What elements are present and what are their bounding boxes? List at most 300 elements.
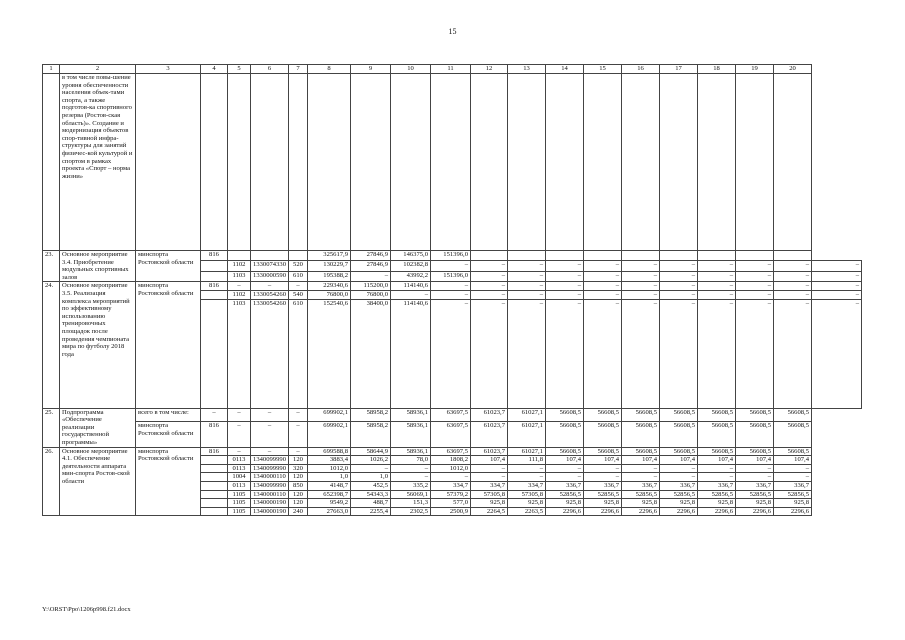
value-cell: 336,7 xyxy=(546,481,584,490)
value-cell: 61023,7 xyxy=(471,408,508,422)
table-cell xyxy=(391,74,431,251)
value-cell: 58936,1 xyxy=(391,447,431,456)
value-cell: 2263,5 xyxy=(508,507,546,516)
value-cell: 925,8 xyxy=(698,499,736,508)
table-cell xyxy=(546,74,584,251)
value-cell: – xyxy=(431,473,471,482)
value-cell: 2296,6 xyxy=(736,507,774,516)
row-name: Подпрограмма «Обеспечение реализации государственной программы» xyxy=(60,408,136,447)
value-cell: 925,8 xyxy=(508,499,546,508)
value-cell: 336,7 xyxy=(660,481,698,490)
column-header: 20 xyxy=(774,65,812,74)
value-cell: – xyxy=(812,290,862,299)
value-cell: 52856,5 xyxy=(584,490,622,499)
value-cell: 1330054260 xyxy=(251,290,289,299)
value-cell: 56608,5 xyxy=(736,422,774,447)
column-header: 1 xyxy=(43,65,60,74)
table-cell xyxy=(622,74,660,251)
value-cell: 43992,2 xyxy=(391,271,431,281)
column-header: 12 xyxy=(471,65,508,74)
value-cell: 120 xyxy=(289,490,308,499)
table-cell xyxy=(508,74,546,251)
value-cell: 52856,5 xyxy=(736,490,774,499)
column-header: 3 xyxy=(136,65,201,74)
value-cell: 58958,2 xyxy=(351,408,391,422)
value-cell: 120 xyxy=(289,499,308,508)
value-cell: – xyxy=(471,261,508,271)
value-cell: – xyxy=(584,261,622,271)
value-cell: 52856,5 xyxy=(698,490,736,499)
row-number: 25. xyxy=(43,408,60,447)
table-cell xyxy=(201,473,228,482)
value-cell: 2296,6 xyxy=(774,507,812,516)
value-cell: 56608,5 xyxy=(774,408,812,422)
value-cell: 107,4 xyxy=(774,456,812,465)
value-cell: – xyxy=(546,271,584,281)
value-cell: 56608,5 xyxy=(584,422,622,447)
value-cell: – xyxy=(774,464,812,473)
value-cell: – xyxy=(698,282,736,291)
value-cell: 0113 xyxy=(228,464,251,473)
value-cell: – xyxy=(736,282,774,291)
value-cell: – xyxy=(471,464,508,473)
column-header: 16 xyxy=(622,65,660,74)
value-cell: – xyxy=(546,464,584,473)
value-cell: 540 xyxy=(289,290,308,299)
value-cell: 57305,8 xyxy=(471,490,508,499)
value-cell: 1,0 xyxy=(308,473,351,482)
value-cell: 130229,7 xyxy=(308,261,351,271)
table-cell xyxy=(471,251,508,261)
value-cell: 325617,9 xyxy=(308,251,351,261)
value-cell: 334,7 xyxy=(508,481,546,490)
value-cell: 336,7 xyxy=(774,481,812,490)
value-cell: 2296,6 xyxy=(660,507,698,516)
value-cell: 320 xyxy=(289,464,308,473)
value-cell: 925,8 xyxy=(736,499,774,508)
grbs-code: 816 xyxy=(201,282,228,291)
value-cell: 699902,1 xyxy=(308,408,351,422)
value-cell: – xyxy=(584,299,622,408)
value-cell: – xyxy=(431,299,471,408)
value-cell: – xyxy=(508,299,546,408)
value-cell: 58958,2 xyxy=(351,422,391,447)
value-cell: – xyxy=(622,299,660,408)
value-cell: 925,8 xyxy=(584,499,622,508)
value-cell: – xyxy=(736,290,774,299)
row-name: Основное мероприятие 3.5. Реализация комплекса мероприятий по эффективному использованию тренировочных площадок после проведения чемпионата мира по футболу 2018 года xyxy=(60,282,136,408)
value-cell: 61027,1 xyxy=(508,408,546,422)
value-cell: – xyxy=(698,473,736,482)
value-cell: – xyxy=(660,282,698,291)
column-header: 13 xyxy=(508,65,546,74)
value-cell: 61023,7 xyxy=(471,422,508,447)
value-cell: 336,7 xyxy=(584,481,622,490)
value-cell: 63697,5 xyxy=(431,447,471,456)
table-row xyxy=(43,447,862,456)
value-cell: – xyxy=(736,473,774,482)
value-cell: 78,0 xyxy=(391,456,431,465)
table-cell xyxy=(136,74,201,251)
table-cell xyxy=(201,74,228,251)
value-cell: 334,7 xyxy=(471,481,508,490)
value-cell: 195388,2 xyxy=(308,271,351,281)
value-cell: – xyxy=(622,290,660,299)
column-header: 17 xyxy=(660,65,698,74)
value-cell: 56608,5 xyxy=(736,447,774,456)
value-cell: – xyxy=(391,290,431,299)
value-cell: – xyxy=(546,290,584,299)
value-cell: 114140,6 xyxy=(391,282,431,291)
table-cell xyxy=(698,251,736,261)
value-cell: – xyxy=(698,464,736,473)
value-cell: 335,2 xyxy=(391,481,431,490)
table-cell xyxy=(201,464,228,473)
value-cell: 38400,0 xyxy=(351,299,391,408)
value-cell: – xyxy=(431,290,471,299)
value-cell: 61023,7 xyxy=(471,447,508,456)
column-header: 5 xyxy=(228,65,251,74)
file-path: Y:\ORST\Ppo\1206p998.f21.docx xyxy=(42,606,131,613)
value-cell: – xyxy=(508,261,546,271)
value-cell: – xyxy=(774,282,812,291)
value-cell: – xyxy=(228,408,251,422)
value-cell: 56608,5 xyxy=(660,408,698,422)
value-cell: 2264,5 xyxy=(471,507,508,516)
value-cell: – xyxy=(774,473,812,482)
value-cell: 2296,6 xyxy=(584,507,622,516)
value-cell: 63697,5 xyxy=(431,408,471,422)
grbs-code: 816 xyxy=(201,447,228,456)
value-cell: 652398,7 xyxy=(308,490,351,499)
value-cell: 925,8 xyxy=(471,499,508,508)
value-cell: 61027,1 xyxy=(508,447,546,456)
value-cell: – xyxy=(660,261,698,271)
value-cell: 56608,5 xyxy=(736,408,774,422)
column-header: 15 xyxy=(584,65,622,74)
value-cell: – xyxy=(622,271,660,281)
value-cell: 1340099990 xyxy=(251,456,289,465)
value-cell: – xyxy=(251,447,289,456)
value-cell: 56608,5 xyxy=(774,422,812,447)
value-cell: 120 xyxy=(289,456,308,465)
value-cell: 240 xyxy=(289,507,308,516)
value-cell: 56608,5 xyxy=(546,408,584,422)
value-cell: 1340000110 xyxy=(251,473,289,482)
value-cell: 151,3 xyxy=(391,499,431,508)
table-cell xyxy=(736,251,774,261)
value-cell: – xyxy=(736,271,774,281)
value-cell: – xyxy=(289,447,308,456)
value-cell: 52856,5 xyxy=(660,490,698,499)
value-cell: 107,4 xyxy=(584,456,622,465)
column-header: 19 xyxy=(736,65,774,74)
table-cell xyxy=(201,456,228,465)
value-cell: 2500,9 xyxy=(431,507,471,516)
value-cell: 152540,6 xyxy=(308,299,351,408)
value-cell: 850 xyxy=(289,481,308,490)
value-cell: 610 xyxy=(289,271,308,281)
value-cell: 56608,5 xyxy=(660,447,698,456)
value-cell: 114140,6 xyxy=(391,299,431,408)
value-cell: 577,0 xyxy=(431,499,471,508)
row-name: Основное мероприятие 4.1. Обеспечение деятельности аппарата мин-спорта Ростов-ской области xyxy=(60,447,136,516)
value-cell: – xyxy=(584,290,622,299)
value-cell: 1004 xyxy=(228,473,251,482)
table-cell xyxy=(228,74,251,251)
value-cell: 107,4 xyxy=(622,456,660,465)
value-cell: 1340099990 xyxy=(251,481,289,490)
table-cell xyxy=(431,74,471,251)
executor: минспорта Ростовской области xyxy=(136,447,201,516)
value-cell: 610 xyxy=(289,299,308,408)
table-cell xyxy=(774,251,812,261)
table-cell xyxy=(201,290,228,299)
value-cell: 27663,0 xyxy=(308,507,351,516)
value-cell: 1105 xyxy=(228,490,251,499)
value-cell: 2302,5 xyxy=(391,507,431,516)
column-header: 11 xyxy=(431,65,471,74)
value-cell: – xyxy=(774,261,812,271)
value-cell: 27846,9 xyxy=(351,261,391,271)
value-cell: 76800,0 xyxy=(308,290,351,299)
table-cell xyxy=(289,251,308,261)
table-cell xyxy=(308,74,351,251)
value-cell: – xyxy=(774,299,812,408)
value-cell: – xyxy=(471,282,508,291)
value-cell: 1,0 xyxy=(351,473,391,482)
value-cell: 146375,0 xyxy=(391,251,431,261)
value-cell: 56608,5 xyxy=(584,447,622,456)
value-cell: 56608,5 xyxy=(622,447,660,456)
table-cell xyxy=(774,74,812,251)
value-cell: 107,4 xyxy=(698,456,736,465)
value-cell: 56608,5 xyxy=(584,408,622,422)
value-cell: – xyxy=(660,271,698,281)
value-cell: – xyxy=(508,271,546,281)
value-cell: 488,7 xyxy=(351,499,391,508)
value-cell: – xyxy=(774,271,812,281)
value-cell: 2296,6 xyxy=(622,507,660,516)
grbs-code: 816 xyxy=(201,251,228,261)
value-cell: 61027,1 xyxy=(508,422,546,447)
page-number: 15 xyxy=(448,27,457,36)
table-cell xyxy=(584,74,622,251)
value-cell: – xyxy=(351,271,391,281)
value-cell: 336,7 xyxy=(698,481,736,490)
value-cell: 0113 xyxy=(228,481,251,490)
value-cell: 0113 xyxy=(228,456,251,465)
value-cell: – xyxy=(508,464,546,473)
column-header: 2 xyxy=(60,65,136,74)
value-cell: – xyxy=(546,282,584,291)
value-cell: 1340000190 xyxy=(251,507,289,516)
value-cell: 1808,2 xyxy=(431,456,471,465)
value-cell: – xyxy=(251,408,289,422)
value-cell: – xyxy=(391,464,431,473)
value-cell: 56608,5 xyxy=(660,422,698,447)
value-cell: 925,8 xyxy=(774,499,812,508)
executor: всего в том числе: xyxy=(136,408,201,422)
value-cell: 56608,5 xyxy=(546,422,584,447)
table-row xyxy=(43,408,862,422)
budget-table xyxy=(42,64,862,516)
table-row xyxy=(43,251,862,261)
value-cell: 56608,5 xyxy=(698,408,736,422)
value-cell: 1102 xyxy=(228,290,251,299)
column-header: 8 xyxy=(308,65,351,74)
table-row xyxy=(43,422,862,447)
value-cell: 56608,5 xyxy=(774,447,812,456)
table-cell xyxy=(43,74,60,251)
value-cell: 151396,0 xyxy=(431,251,471,261)
column-header: 10 xyxy=(391,65,431,74)
value-cell: – xyxy=(736,261,774,271)
table-row xyxy=(43,282,862,291)
table-cell xyxy=(228,251,251,261)
value-cell: – xyxy=(391,473,431,482)
value-cell: 102382,8 xyxy=(391,261,431,271)
value-cell: – xyxy=(698,299,736,408)
value-cell: 56608,5 xyxy=(622,408,660,422)
value-cell: 816 xyxy=(201,422,228,447)
value-cell: 56608,5 xyxy=(698,422,736,447)
value-cell: 1330074330 xyxy=(251,261,289,271)
value-cell: 107,4 xyxy=(660,456,698,465)
value-cell: 52856,5 xyxy=(774,490,812,499)
value-cell: – xyxy=(812,282,862,291)
value-cell: 52856,5 xyxy=(546,490,584,499)
value-cell: 9549,2 xyxy=(308,499,351,508)
value-cell: 925,8 xyxy=(660,499,698,508)
value-cell: 1105 xyxy=(228,499,251,508)
column-header: 6 xyxy=(251,65,289,74)
executor: минспорта Ростовской области xyxy=(136,422,201,447)
value-cell: – xyxy=(508,282,546,291)
value-cell: – xyxy=(471,299,508,408)
executor: минспорта Ростовской области xyxy=(136,251,201,282)
table-cell xyxy=(546,251,584,261)
value-cell: – xyxy=(698,290,736,299)
table-cell xyxy=(251,74,289,251)
value-cell: – xyxy=(660,299,698,408)
value-cell: 76800,0 xyxy=(351,290,391,299)
table-cell xyxy=(201,261,228,271)
value-cell: – xyxy=(289,422,308,447)
table-cell xyxy=(201,490,228,499)
value-cell: 2296,6 xyxy=(698,507,736,516)
value-cell: – xyxy=(251,282,289,291)
value-cell: 63697,5 xyxy=(431,422,471,447)
column-header: 4 xyxy=(201,65,228,74)
value-cell: 120 xyxy=(289,473,308,482)
value-cell: – xyxy=(736,299,774,408)
value-cell: 699902,1 xyxy=(308,422,351,447)
value-cell: – xyxy=(774,290,812,299)
value-cell: – xyxy=(471,473,508,482)
table-cell xyxy=(660,74,698,251)
value-cell: – xyxy=(584,464,622,473)
value-cell: – xyxy=(471,271,508,281)
value-cell: – xyxy=(251,422,289,447)
value-cell: 1012,0 xyxy=(308,464,351,473)
value-cell: 107,4 xyxy=(736,456,774,465)
table-cell xyxy=(584,251,622,261)
value-cell: 1102 xyxy=(228,261,251,271)
value-cell: – xyxy=(622,261,660,271)
value-cell: 1340000190 xyxy=(251,499,289,508)
value-cell: 452,5 xyxy=(351,481,391,490)
value-cell: – xyxy=(508,290,546,299)
value-cell: – xyxy=(622,282,660,291)
table-cell xyxy=(289,74,308,251)
value-cell: – xyxy=(622,464,660,473)
table-cell xyxy=(351,74,391,251)
value-cell: 334,7 xyxy=(431,481,471,490)
value-cell: – xyxy=(584,271,622,281)
table-cell xyxy=(201,271,228,281)
value-cell: – xyxy=(660,290,698,299)
value-cell: 107,4 xyxy=(546,456,584,465)
value-cell: 58936,1 xyxy=(391,422,431,447)
value-cell: 1340000110 xyxy=(251,490,289,499)
value-cell: 520 xyxy=(289,261,308,271)
value-cell: 336,7 xyxy=(622,481,660,490)
table-cell xyxy=(508,251,546,261)
value-cell: – xyxy=(289,282,308,291)
column-header: 18 xyxy=(698,65,736,74)
value-cell: 115200,0 xyxy=(351,282,391,291)
value-cell: 699588,8 xyxy=(308,447,351,456)
value-cell: 2296,6 xyxy=(546,507,584,516)
value-cell: 52856,5 xyxy=(622,490,660,499)
value-cell: 56608,5 xyxy=(622,422,660,447)
executor: минспорта Ростовской области xyxy=(136,282,201,408)
value-cell: – xyxy=(698,271,736,281)
value-cell: 4148,7 xyxy=(308,481,351,490)
value-cell: 56608,5 xyxy=(698,447,736,456)
table-cell xyxy=(201,507,228,516)
value-cell: 56069,1 xyxy=(391,490,431,499)
value-cell: 57379,2 xyxy=(431,490,471,499)
value-cell: 1330054260 xyxy=(251,299,289,408)
value-cell: 2255,4 xyxy=(351,507,391,516)
value-cell: 58936,1 xyxy=(391,408,431,422)
intro-row xyxy=(43,74,862,251)
value-cell: – xyxy=(660,464,698,473)
value-cell: 58644,9 xyxy=(351,447,391,456)
row-number: 26. xyxy=(43,447,60,516)
value-cell: 336,7 xyxy=(736,481,774,490)
value-cell: – xyxy=(812,271,862,281)
value-cell: – xyxy=(736,464,774,473)
value-cell: – xyxy=(660,473,698,482)
column-header: 14 xyxy=(546,65,584,74)
value-cell: 1105 xyxy=(228,507,251,516)
value-cell: – xyxy=(351,464,391,473)
value-cell: – xyxy=(431,261,471,271)
value-cell: 1103 xyxy=(228,299,251,408)
value-cell: – xyxy=(546,473,584,482)
value-cell: – xyxy=(508,473,546,482)
row-number: 24. xyxy=(43,282,60,408)
table-cell xyxy=(736,74,774,251)
value-cell: 56608,5 xyxy=(546,447,584,456)
value-cell: – xyxy=(228,282,251,291)
column-header: 9 xyxy=(351,65,391,74)
value-cell: – xyxy=(584,473,622,482)
table-cell xyxy=(471,74,508,251)
